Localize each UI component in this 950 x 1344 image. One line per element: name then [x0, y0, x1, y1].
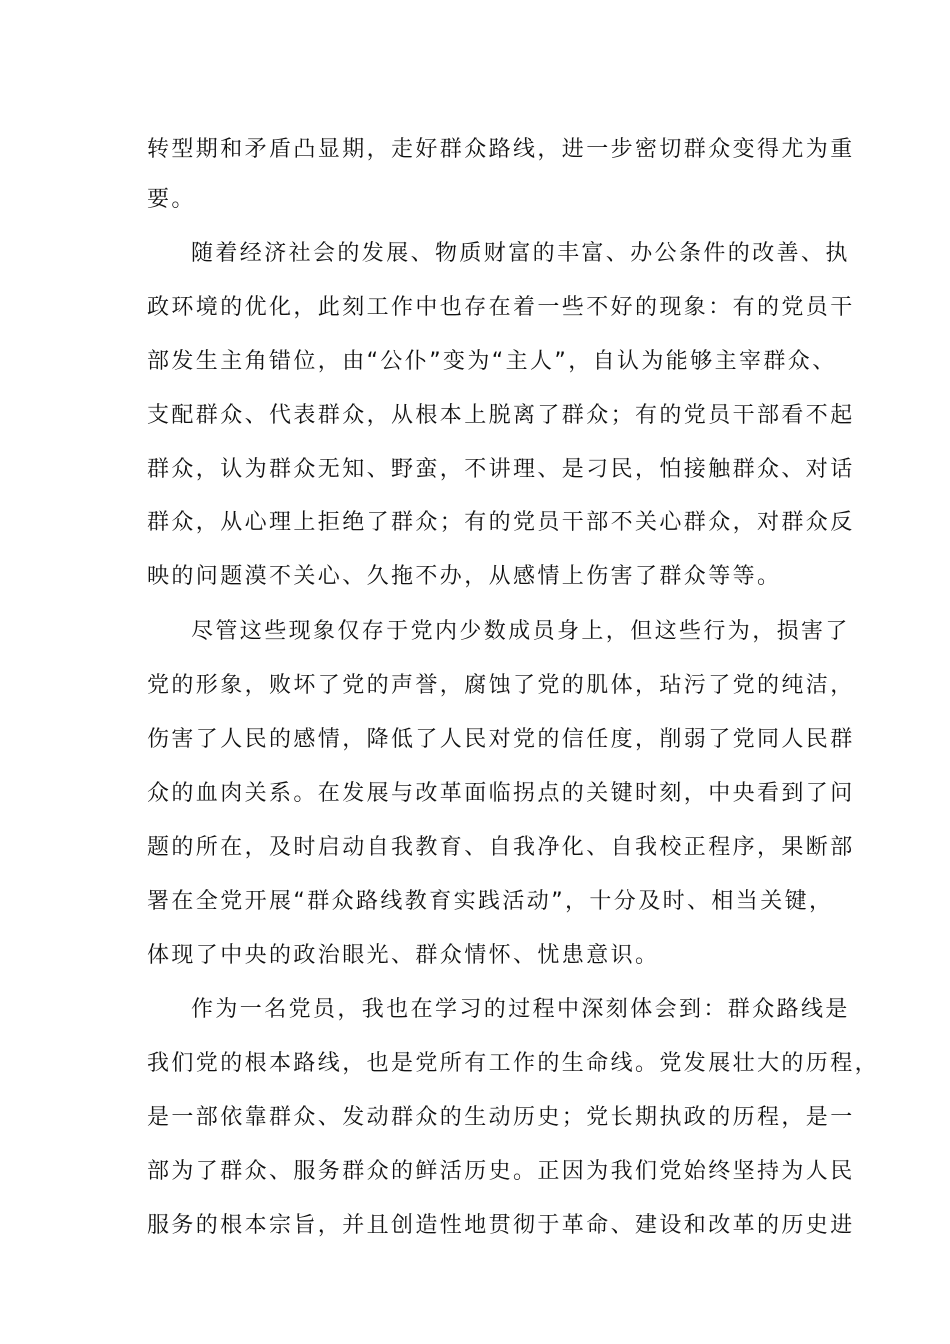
text-line-2: 要。 — [147, 187, 196, 212]
text-line-19: 是一部依靠群众、发动群众的生动历史；党长期执政的历程，是一 — [147, 1105, 855, 1130]
text-line-21: 服务的根本宗旨，并且创造性地贯彻于革命、建设和改革的历史进 — [147, 1213, 855, 1238]
text-line-9: 映的问题漠不关心、久拖不办，从感情上伤害了群众等等。 — [147, 564, 782, 589]
text-line-20: 部为了群众、服务群众的鲜活历史。正因为我们党始终坚持为人民 — [147, 1159, 855, 1184]
text-line-16: 体现了中央的政治眼光、群众情怀、忧患意识。 — [147, 943, 660, 968]
text-line-7: 群众，认为群众无知、野蛮，不讲理、是刁民，怕接触群众、对话 — [147, 457, 855, 482]
text-line-14: 题的所在，及时启动自我教育、自我净化、自我校正程序，果断部 — [147, 835, 855, 860]
text-line-10: 尽管这些现象仅存于党内少数成员身上，但这些行为，损害了 — [191, 619, 850, 644]
text-line-13: 众的血肉关系。在发展与改革面临拐点的关键时刻，中央看到了问 — [147, 781, 855, 806]
text-line-1: 转型期和矛盾凸显期，走好群众路线，进一步密切群众变得尤为重 — [147, 137, 855, 162]
text-line-12: 伤害了人民的感情，降低了人民对党的信任度，削弱了党同人民群 — [147, 727, 855, 752]
text-line-4: 政环境的优化，此刻工作中也存在着一些不好的现象：有的党员干 — [147, 295, 855, 320]
text-line-6: 支配群众、代表群众，从根本上脱离了群众；有的党员干部看不起 — [147, 403, 855, 428]
text-line-3: 随着经济社会的发展、物质财富的丰富、办公条件的改善、执 — [191, 241, 850, 266]
text-line-8: 群众，从心理上拒绝了群众；有的党员干部不关心群众，对群众反 — [147, 510, 855, 535]
text-line-18: 我们党的根本路线，也是党所有工作的生命线。党发展壮大的历程， — [147, 1051, 880, 1076]
text-line-11: 党的形象，败坏了党的声誉，腐蚀了党的肌体，玷污了党的纯洁， — [147, 673, 855, 698]
text-line-5: 部发生主角错位，由“公仆”变为“主人”，自认为能够主宰群众、 — [147, 349, 837, 374]
text-line-17: 作为一名党员，我也在学习的过程中深刻体会到：群众路线是 — [191, 997, 850, 1022]
text-line-15: 署在全党开展“群众路线教育实践活动”，十分及时、相当关键， — [147, 889, 834, 914]
